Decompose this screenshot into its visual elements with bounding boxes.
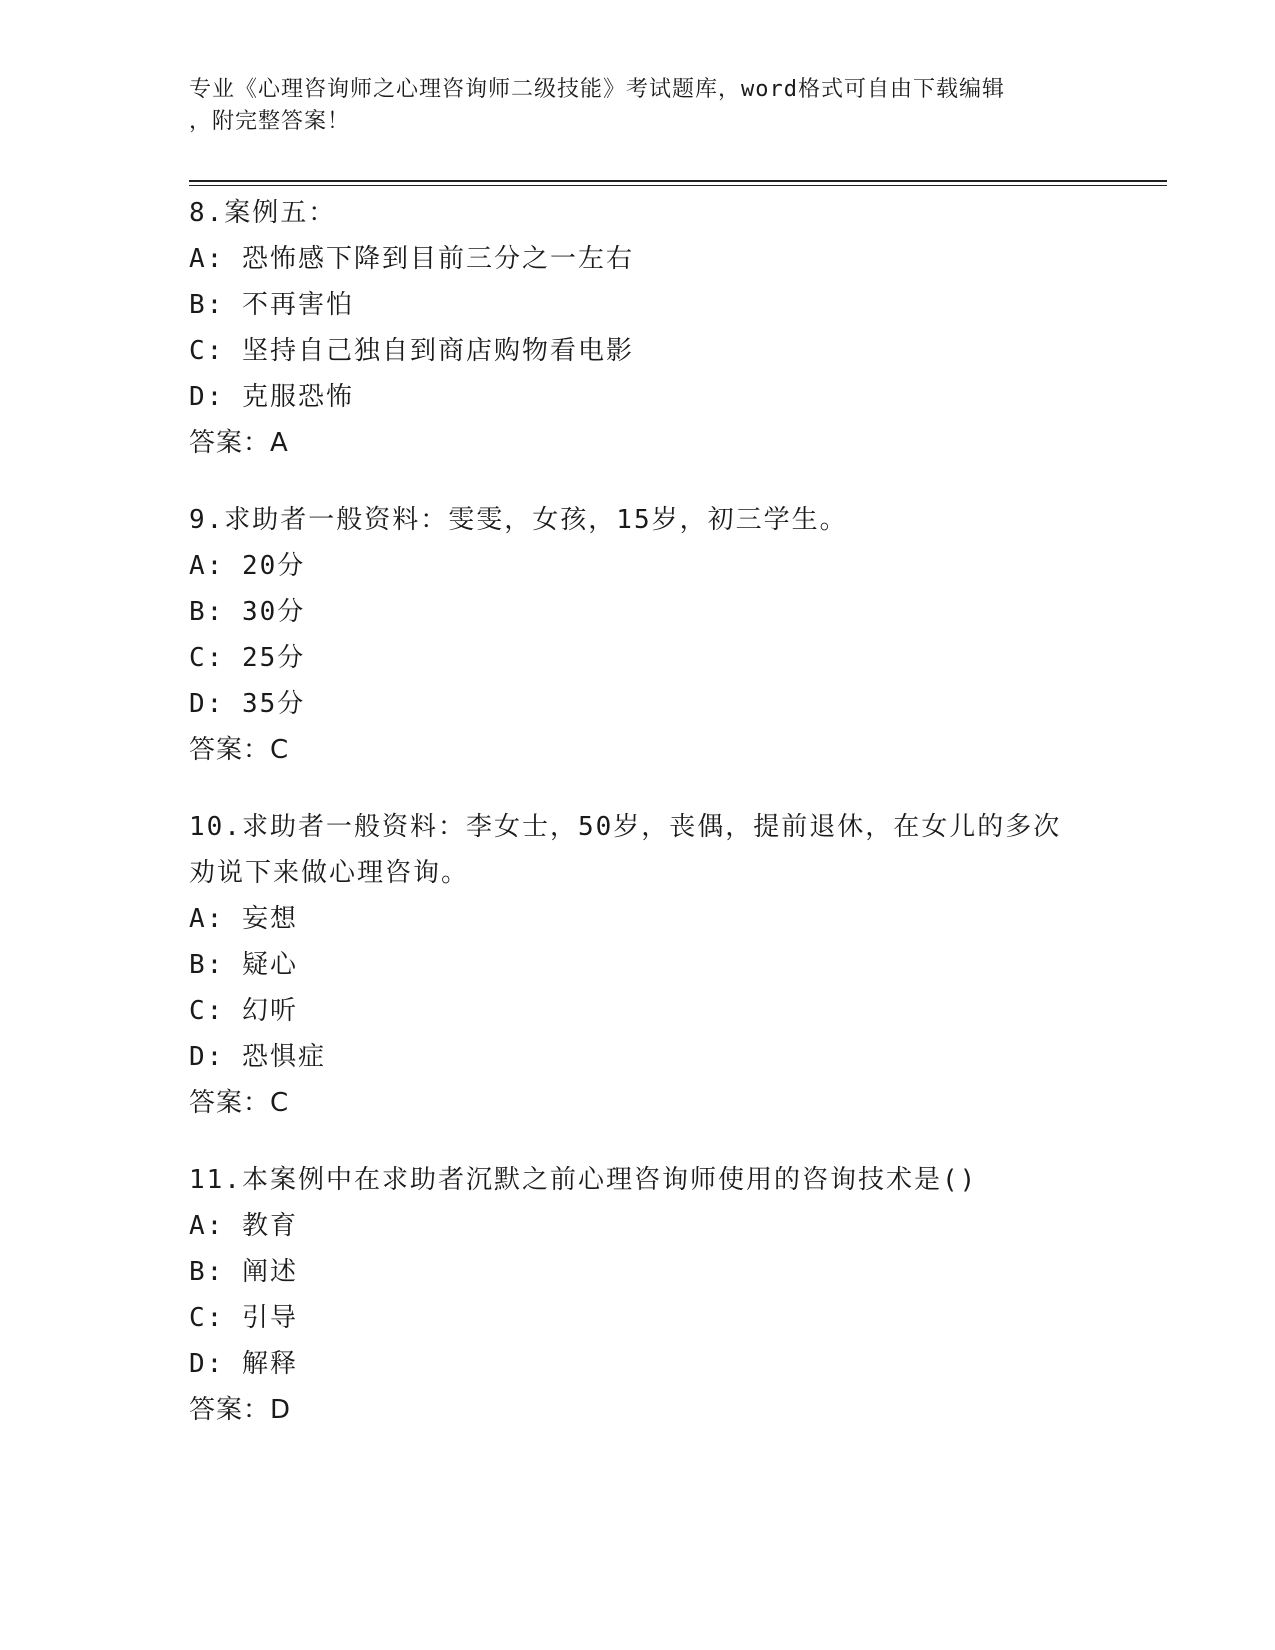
option-d: D: 恐惧症 — [189, 1042, 326, 1072]
option-b: B: 阐述 — [189, 1257, 298, 1287]
option-a: A: 妄想 — [189, 904, 298, 934]
option-a: A: 20分 — [189, 551, 306, 581]
question-9 — [189, 497, 1169, 773]
question-stem: 9.求助者一般资料：雯雯，女孩，15岁，初三学生。 — [189, 505, 848, 535]
question-11 — [189, 1157, 1169, 1433]
option-b: B: 不再害怕 — [189, 290, 354, 320]
question-stem-line-2: 劝说下来做心理咨询。 — [189, 858, 470, 888]
question-list — [189, 190, 1169, 1464]
option-d: D: 35分 — [189, 689, 306, 719]
header-line-1: 专业《心理咨询师之心理咨询师二级技能》考试题库，word格式可自由下载编辑 — [189, 77, 1005, 102]
option-b: B: 30分 — [189, 597, 306, 627]
answer-label: 答案：C — [189, 735, 290, 765]
answer-label: 答案：C — [189, 1088, 290, 1118]
option-c: C: 引导 — [189, 1303, 298, 1333]
document-header — [189, 74, 1089, 138]
option-a: A: 恐怖感下降到目前三分之一左右 — [189, 244, 634, 274]
option-c: C: 坚持自己独自到商店购物看电影 — [189, 336, 634, 366]
answer-label: 答案：D — [189, 1395, 292, 1425]
question-10 — [189, 804, 1169, 1126]
option-d: D: 克服恐怖 — [189, 382, 354, 412]
question-stem: 11.本案例中在求助者沉默之前心理咨询师使用的咨询技术是() — [189, 1165, 978, 1195]
option-d: D: 解释 — [189, 1349, 298, 1379]
answer-label: 答案：A — [189, 428, 289, 458]
option-b: B: 疑心 — [189, 950, 298, 980]
option-c: C: 25分 — [189, 643, 306, 673]
header-line-2: ，附完整答案！ — [189, 109, 351, 134]
question-8 — [189, 190, 1169, 466]
question-stem: 8.案例五： — [189, 198, 337, 228]
question-stem-line-1: 10.求助者一般资料：李女士，50岁，丧偶，提前退休，在女儿的多次 — [189, 812, 1062, 842]
option-a: A: 教育 — [189, 1211, 298, 1241]
header-divider — [189, 180, 1167, 186]
option-c: C: 幻听 — [189, 996, 298, 1026]
